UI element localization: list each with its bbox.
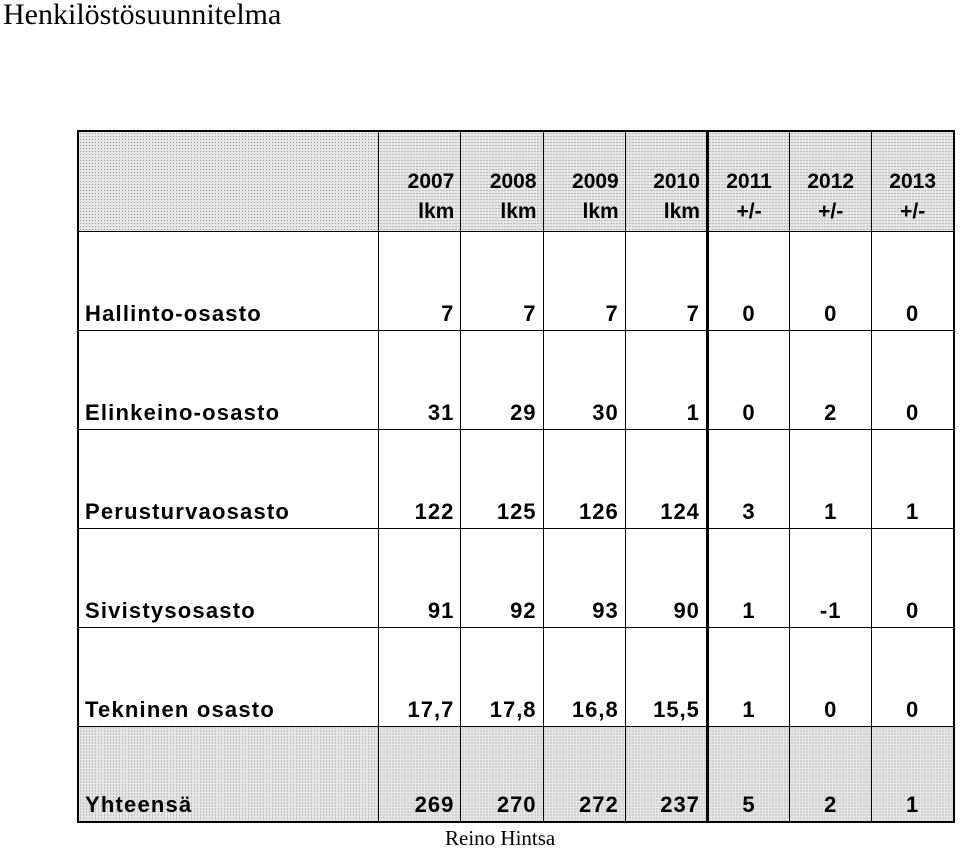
- department-name: Tekninen osasto: [78, 627, 379, 726]
- staff-plan-table-wrapper: [77, 130, 955, 823]
- column-header-2011: 2011 +/-: [707, 131, 789, 231]
- value-cell: 93: [543, 528, 625, 627]
- value-cell: 122: [379, 429, 461, 528]
- change-cell: 2: [790, 330, 872, 429]
- value-cell: 1: [625, 330, 707, 429]
- value-cell: 30: [543, 330, 625, 429]
- table-row: [78, 528, 954, 627]
- department-name: Elinkeino-osasto: [78, 330, 379, 429]
- change-cell: 0: [872, 231, 954, 330]
- change-cell: 1: [872, 429, 954, 528]
- column-header-2010: 2010 lkm: [625, 131, 707, 231]
- value-cell: 16,8: [543, 627, 625, 726]
- department-name: Hallinto-osasto: [78, 231, 379, 330]
- change-cell: 0: [707, 231, 789, 330]
- value-cell: 17,7: [379, 627, 461, 726]
- column-header-2009: 2009 lkm: [543, 131, 625, 231]
- value-cell: 124: [625, 429, 707, 528]
- footer-author: Reino Hintsa: [445, 826, 556, 850]
- change-cell: 0: [872, 528, 954, 627]
- staff-plan-table: [77, 130, 955, 823]
- value-cell: 7: [461, 231, 543, 330]
- change-cell: 0: [790, 231, 872, 330]
- change-cell: 3: [707, 429, 789, 528]
- table-row: [78, 231, 954, 330]
- department-name: Sivistysosasto: [78, 528, 379, 627]
- value-cell: 31: [379, 330, 461, 429]
- value-cell: 125: [461, 429, 543, 528]
- table-row: [78, 330, 954, 429]
- change-cell: -1: [790, 528, 872, 627]
- table-row: [78, 627, 954, 726]
- table-row: [78, 429, 954, 528]
- value-cell: 90: [625, 528, 707, 627]
- column-header-2007: 2007 lkm: [379, 131, 461, 231]
- change-cell: 1: [707, 528, 789, 627]
- header-corner-cell: [78, 131, 379, 231]
- total-value-cell: 270: [461, 726, 543, 822]
- change-cell: 0: [872, 330, 954, 429]
- change-cell: 0: [790, 627, 872, 726]
- column-header-2013: 2013 +/-: [872, 131, 954, 231]
- change-cell: 1: [707, 627, 789, 726]
- change-cell: 0: [872, 627, 954, 726]
- value-cell: 91: [379, 528, 461, 627]
- total-value-cell: 237: [625, 726, 707, 822]
- column-header-2012: 2012 +/-: [790, 131, 872, 231]
- value-cell: 126: [543, 429, 625, 528]
- total-row: [78, 726, 954, 822]
- change-cell: 0: [707, 330, 789, 429]
- table-header-row: [78, 131, 954, 231]
- value-cell: 7: [379, 231, 461, 330]
- value-cell: 7: [543, 231, 625, 330]
- total-value-cell: 272: [543, 726, 625, 822]
- change-cell: 1: [790, 429, 872, 528]
- page-title: Henkilöstösuunnitelma: [3, 0, 282, 31]
- department-name: Perusturvaosasto: [78, 429, 379, 528]
- total-change-cell: 5: [707, 726, 789, 822]
- total-change-cell: 2: [790, 726, 872, 822]
- total-label: Yhteensä: [78, 726, 379, 822]
- value-cell: 7: [625, 231, 707, 330]
- value-cell: 15,5: [625, 627, 707, 726]
- value-cell: 29: [461, 330, 543, 429]
- value-cell: 92: [461, 528, 543, 627]
- total-value-cell: 269: [379, 726, 461, 822]
- column-header-2008: 2008 lkm: [461, 131, 543, 231]
- value-cell: 17,8: [461, 627, 543, 726]
- total-change-cell: 1: [872, 726, 954, 822]
